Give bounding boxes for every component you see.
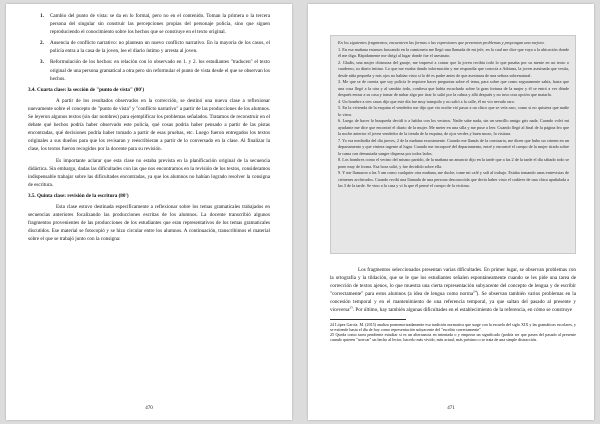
list-item	[40, 39, 270, 55]
exercise-fragment: 5. En la vivienda de la esquina el vendedor me dijo que vio noche vió pasar a un chico que se veía raro, como si no quisiera que nadie lo viera.	[338, 105, 569, 117]
paragraph: Los fragmentos seleccionados presentan varias dificultades. En primer lugar, se observan problemas con la ortografía y la tildación, que se le que los estudiantes señalen espontáneamente cuando se les pide una tarea de corrección de textos ajenos, lo que muestra una cierta representación subyacente del concepto de lengua y de escribir "correctamente" para estos alumnos (a idea de lengua como norma$^{24}$). Se observan también varios problemas en la concesión temporal y en el mantenimiento de una referencia temporal, ya que saltan del pasado al presente y viceversa$^{25}$. Por último, hay también algunas dificultades en el establecimiento de la referencia, en cómo se construye	[330, 267, 576, 314]
list-number: 2.	[40, 40, 44, 47]
footnote-ref[interactable]: 25	[349, 305, 353, 310]
exercise-fragment: 6. Luego de hacer lo busqueda decidí ir a hablar con los vecinos. Nadie sabe nada, sin un sencillo amigo gris nada. Cuando volví mi ayudante me dice que encontró el diario de la mujer. Me meter en una silla y me puse a leer. Cuando llegó al final de la página leo que la noche anterior el joven vendedor de la tienda de la esquina, de ojos verdes y buen mozo, la visitara.	[338, 118, 569, 136]
footnote: 24 López García, M. (2015) analiza pormenorizadamente esa tradición normativa que surge con la escuela del siglo XIX y las gramáticas escolares, y se extiende hasta el día de hoy como representación subyacente del "escribir correctamente".	[330, 321, 576, 332]
scanned-exercise-text	[338, 40, 569, 190]
list-item	[40, 12, 270, 36]
right-page	[308, 4, 594, 420]
paragraph: Esta clase estuvo destinada específicamente a reflexionar sobre los temas gramaticales trabajados en secuencias anteriores focalizando las producciones escritas de los alumnos. La docente transcribió algunos fragmentos provenientes de las producciones de los estudiantes que eran representativos de los temas gramaticales discutidos. Ese material se fotocopió y se hizo circular entre los alumnos. A continuación, transcribimos el material sobre el que se trabajó junto con la consigna:	[28, 203, 270, 243]
exercise-instruction: En los siguientes fragmentos, encuentren las formas o las expresiones que presentan problemas y propongan una mejora.	[338, 40, 545, 45]
list-number: 1.	[40, 13, 44, 19]
right-page-body	[330, 266, 576, 342]
footnote-ref[interactable]: 24	[473, 289, 477, 294]
footnote-separator	[330, 319, 406, 320]
exercise-fragment: 1. En esa mañana estamos buscando en la camioneta me llegó una llamada de mi jefe, en la cual me dice que vaya a la ubicación donde él me diga. Rápidamente me dirigí al lugar donde fue el asesinato.	[338, 46, 569, 58]
page-number: 471	[447, 406, 455, 411]
left-page-content	[28, 12, 270, 243]
exercise-fragment: 3. Me que se de cuenta que soy policía le requiere hacer preguntas sobre el tema, para sobre que como seguramente sabía, hasta que una cosa llegó a la otra y al cambio todo, confiesa que había escuchado sobre la gran fortuna de la mujer y él se entró a ver dónde después entrar a su casa y tomar de nubar algo por tirar lo salió por la calma y allá después y no tuvo otra opción que matarla.	[338, 79, 569, 97]
paragraph: Es importante aclarar que esta clase no estaba prevista en la planificación original de la secuencia didáctica. Sin embargo, dadas las dificultades con las que nos encontramos en la revisión de los textos, consideramos indispensable trabajar sobre las dificultades encontradas, ya que los alumnos no habían logrado resolver la consigna de escritura.	[28, 157, 270, 188]
scanned-exercise-image	[330, 35, 576, 254]
section-heading: 3.5. Quinta clase: revisión de la escritura (80')	[28, 192, 129, 199]
list-number: 3.	[40, 59, 44, 66]
page-number: 470	[145, 406, 153, 411]
footnote: 25 Queda como tarea pendiente estudiar si es un alternancia en intentada o y empezar un significado (podría ser que pasen del pasado al presente cuando quieren "acercar" un hecho al lector, hacerlo más vívido, más actual, más próximo o se trata de una simple distracción.	[330, 331, 576, 343]
left-page	[6, 4, 292, 420]
exercise-fragment: 8. Los hombres como el vecino del mismo partido, de la mañana un anuncio dijo en la tarde que a las 2 de la tarde el día sábado todo se pone muy de forma. Esa hora salió, y fue decidido sobre ella.	[338, 157, 569, 169]
exercise-fragment: 4. Un hombre a tres casas dijo que este día fue muy tranquilo y no salió a la calle, él no vio nevado raro.	[338, 98, 516, 104]
section-heading: 3.4. Cuarta clase: la sección de "punto de vista" (80')	[28, 86, 145, 93]
exercise-fragment: 2. Gladis, una mujer chismosa del garaje, me impresó a contar que la joven recibía todo lo que pasaba por su mente en un texto o cuaderno, su diario íntimo. Lo que me estaba dando información y me respondía que conocía a Adriana, la joven asesinada que vestía, desde niña pequeña y mis ojos no habían visto si lo dé es padre antes de que asesinara de una señora sobrenatural.	[338, 59, 569, 78]
exercise-fragment: 7. Yo era mediodía del día jueves, 2 de la mañana exactamente. Cuando me llamás de la comisaria, me dicen que hubo un crimen en un departamento y que viniera urgente al lugar. Cuando me incorporé del departamento, entré y encontré el cuerpo de la mujer tirado sobre la cama con demasiada sangre dispersa por todos lados.	[338, 137, 569, 156]
exercise-fragment: 9. Y me llamaron a las 5 am como cualquier otra mañana, me duche, tome mi café y salí al trabajo. Estaba tomando unas entrevistas de crímenes archivados. Cuando recibí una llamada de una persona desconocida que decía haber visto el cadáver de una chica apuñalada a las 3 de la tarde. Se vino a la casa y vi la que él pensé el cuerpo de la víctima.	[338, 170, 569, 188]
footnotes	[330, 322, 576, 343]
list-item	[40, 58, 270, 82]
paragraph: A partir de los resultados observados en la corrección, se destinó una nueva clase a reflexionar nuevamente sobre el concepto de "punto de vista" y "conflicto narrativo" a partir de las producciones de los alumnos. Se leyeron algunos textos (sin dar nombres) para ejemplificar los problemas señalados. Tratamos de reconstruir en el debate qué hechos podría haber observado este policía, qué cosas podría haber pensado a partir de las pistas encontradas, qué decisiones podría haber tomado a partir de esas pruebas, etc. Luego fueron entregados los textos originales a sus dueños para que los revisaran y reescribieran a partir de lo conversado en la clase. Al finalizar la clase, los textos fueron recogidos por la docente para su revisión.	[28, 97, 270, 153]
list-text: Ausencia de conflicto narrativo: no plantean un nuevo conflicto narrativo. En la mayoría de los casos, el policía entra a la casa de la joven, lee el diario íntimo y arresta al joven.	[50, 40, 270, 55]
list-text: Cambio del punto de vista: se da en lo formal, pero no en el contenido. Toman la primera o la tercera persona del singular sin construir las percepciones propias del personaje policía, sino que siguen reproduciendo el conocimiento sobre los hechos que se construye en el texto original.	[50, 13, 270, 36]
problem-list	[28, 12, 270, 83]
list-text: Reformulación de los hechos: en relación con lo observado en 1. y 2. los estudiantes "traducen" el texto original de una persona gramatical a otra pero sin reformular el punto de vista desde el que se observan los hechos.	[50, 59, 270, 82]
